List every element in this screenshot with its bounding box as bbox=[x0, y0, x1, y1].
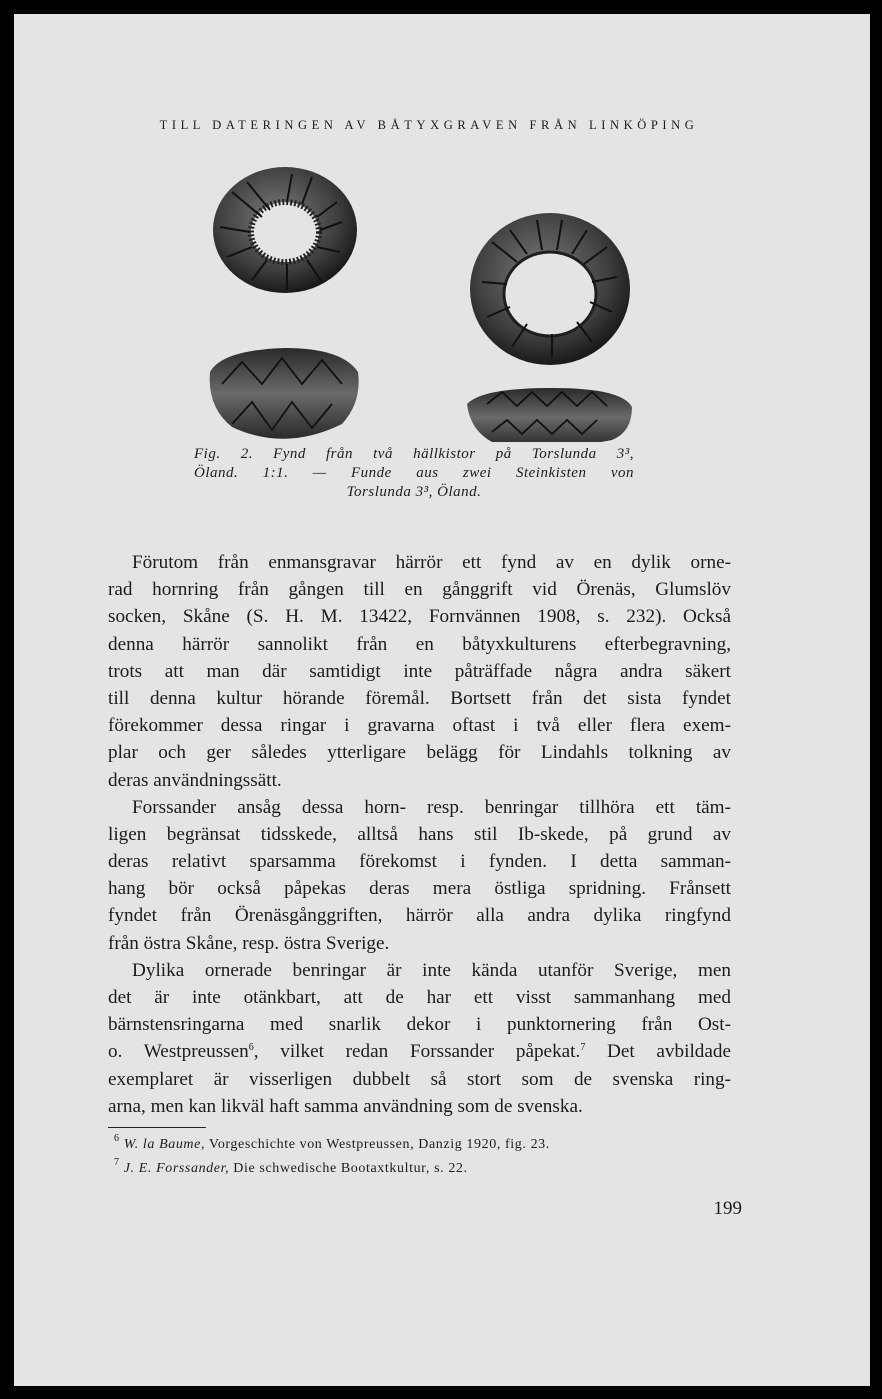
text-line: plar och ger således ytterligare belägg för Lindahls tolkning av bbox=[108, 742, 731, 764]
ring-bottom-right bbox=[467, 388, 632, 442]
text-segment: Det avbildade bbox=[585, 1041, 731, 1063]
text-line: trots att man där samtidigt inte påträffade några andra säkert bbox=[108, 660, 731, 682]
ring-illustrations bbox=[192, 162, 652, 442]
text-line: denna härrör sannolikt från en båtyxkulturens efterbegravning, bbox=[108, 633, 731, 655]
page-number: 199 bbox=[713, 1198, 742, 1219]
book-page bbox=[14, 14, 870, 1386]
footnote-mark: 6 bbox=[114, 1133, 120, 1144]
text-line: deras relativt sparsamma förekomst i fynden. I detta samman- bbox=[108, 851, 731, 873]
text-line: Förutom från enmansgravar härrör ett fynd av en dylik orne- bbox=[132, 552, 731, 573]
text-line: från östra Skåne, resp. östra Sverige. bbox=[108, 932, 390, 954]
ring-bottom-left bbox=[210, 348, 359, 439]
footnote bbox=[114, 1157, 734, 1181]
caption-line: Öland. 1:1. — Funde aus zwei Steinkisten von bbox=[194, 465, 634, 481]
footnote-ref: 7 bbox=[580, 1042, 586, 1054]
text-line: hang bör också påpekas deras mera östliga spridning. Frånsett bbox=[108, 878, 731, 900]
text-line: förekommer dessa ringar i gravarna oftast i två eller flera exem- bbox=[108, 715, 731, 737]
caption-line: Fig. 2. Fynd från två hällkistor på Torslunda 3³, bbox=[194, 446, 634, 462]
ring-top-right bbox=[470, 213, 630, 365]
figure-bone-rings bbox=[192, 162, 652, 442]
running-head: TILL DATERINGEN AV BÅTYXGRAVEN FRÅN LINKÖPING bbox=[159, 118, 699, 132]
figure-caption bbox=[194, 445, 634, 502]
ring-top-left bbox=[213, 167, 357, 293]
text-line bbox=[108, 1038, 731, 1065]
footnote-author: W. la Baume, bbox=[123, 1137, 206, 1152]
text-line: till denna kultur hörande föremål. Bortsett från det sista fyndet bbox=[108, 687, 731, 709]
footnotes bbox=[114, 1133, 734, 1181]
text-line: deras användningssätt. bbox=[108, 769, 282, 791]
footnote-text: Vorgeschichte von Westpreussen, Danzig 1920, fig. 23. bbox=[205, 1137, 550, 1152]
footnote-author: J. E. Forssander, bbox=[123, 1161, 230, 1176]
text-line: Dylika ornerade benringar är inte kända utanför Sverige, men bbox=[132, 959, 731, 981]
text-line: ligen begränsat tidsskede, alltså hans stil Ib-skede, på grund av bbox=[108, 823, 731, 845]
text-line: fyndet från Örenäsgånggriften, härrör alla andra dylika ringfynd bbox=[108, 905, 731, 927]
footnote-rule bbox=[108, 1127, 206, 1128]
text-line: socken, Skåne (S. H. M. 13422, Fornvännen 1908, s. 232). Också bbox=[108, 606, 731, 628]
text-line: Forssander ansåg dessa horn- resp. benringar tillhöra ett täm- bbox=[132, 796, 731, 818]
footnote-ref: 6 bbox=[248, 1042, 254, 1054]
text-line: exemplaret är visserligen dubbelt så stort som de svenska ring- bbox=[108, 1068, 731, 1090]
caption-line: Torslunda 3³, Öland. bbox=[346, 484, 482, 500]
text-line: rad hornring från gången till en gånggrift vid Örenäs, Glumslöv bbox=[108, 579, 731, 601]
footnote-text: Die schwedische Bootaxtkultur, s. 22. bbox=[229, 1161, 468, 1176]
text-line: det är inte otänkbart, att de har ett visst sammanhang med bbox=[108, 987, 731, 1008]
text-line: bärnstensringarna med snarlik dekor i punktornering från Ost- bbox=[108, 1014, 731, 1036]
footnote-mark: 7 bbox=[114, 1157, 120, 1168]
footnote bbox=[114, 1133, 734, 1157]
text-line: arna, men kan likväl haft samma användning som de svenska. bbox=[108, 1095, 583, 1117]
text-segment: , vilket redan Forssander påpekat. bbox=[253, 1041, 581, 1063]
text-segment: o. Westpreussen bbox=[108, 1041, 249, 1063]
body-text bbox=[108, 549, 731, 1120]
